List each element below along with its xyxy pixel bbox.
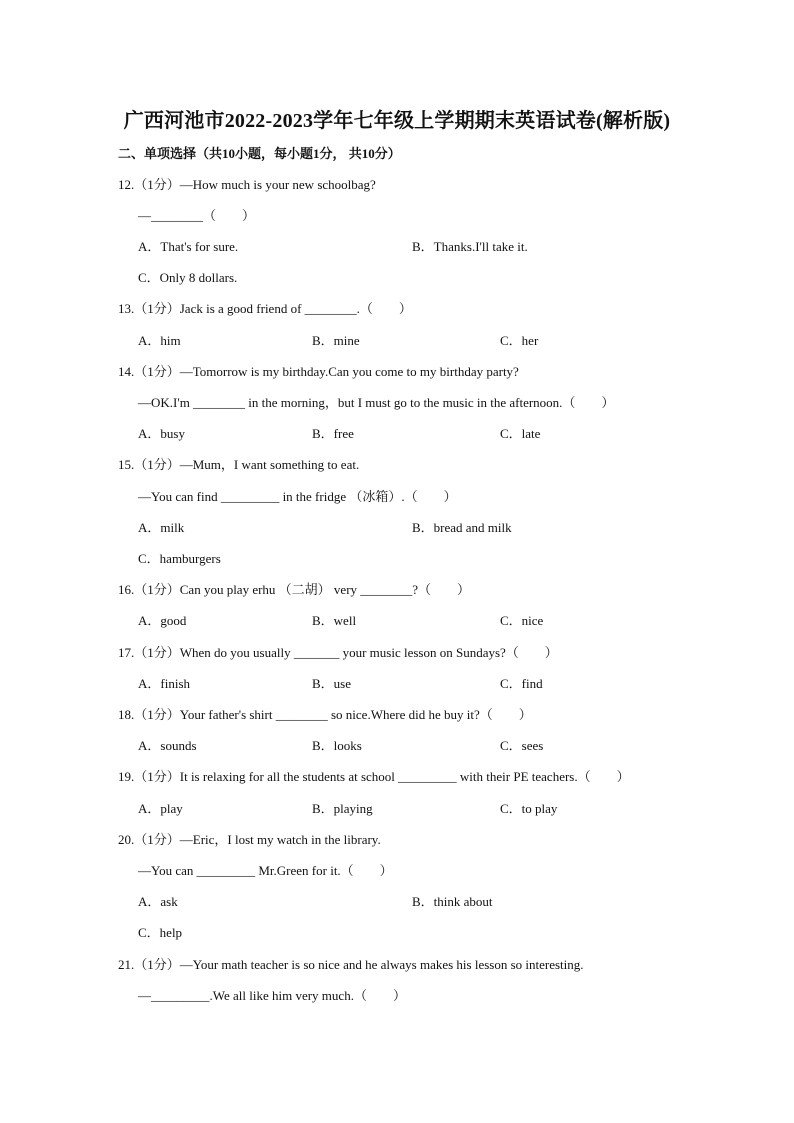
section-heading: 二、单项选择（共10小题，每小题1分， 共10分） (118, 146, 401, 161)
question-14-answer-line: —OK.I'm ________ in the morning，but I must go to the music in the afternoon.（ ） (138, 395, 615, 410)
question-14-option-c: C．late (500, 426, 541, 441)
question-20-option-c: C．help (138, 925, 183, 940)
question-19-option-a: A．play (138, 801, 183, 816)
question-20-answer-line: —You can _________ Mr.Green for it.（ ） (138, 863, 393, 878)
question-16-stem: 16.（1分）Can you play erhu （二胡） very ________?（ ） (118, 582, 471, 597)
question-17-stem: 17.（1分）When do you usually _______ your music lesson on Sundays?（ ） (118, 645, 558, 660)
question-16-option-c: C．nice (500, 613, 544, 628)
question-18-option-a: A．sounds (138, 738, 197, 753)
question-12-stem: 12.（1分）—How much is your new schoolbag? (118, 177, 376, 192)
question-19-option-c: C．to play (500, 801, 558, 816)
question-12-option-b: B．Thanks.I'll take it. (412, 239, 528, 254)
question-15-option-a: A．milk (138, 520, 185, 535)
question-19-option-b: B．playing (312, 801, 373, 816)
question-20-option-a: A．ask (138, 894, 178, 909)
question-12-option-a: A．That's for sure. (138, 239, 239, 254)
question-13-option-a: A．him (138, 333, 181, 348)
question-16-option-a: A．good (138, 613, 187, 628)
question-15-option-c: C．hamburgers (138, 551, 221, 566)
question-18-stem: 18.（1分）Your father's shirt ________ so nice.Where did he buy it?（ ） (118, 707, 532, 722)
question-12-option-c: C．Only 8 dollars. (138, 270, 238, 285)
question-13-option-b: B．mine (312, 333, 360, 348)
question-18-option-c: C．sees (500, 738, 544, 753)
question-15-option-b: B．bread and milk (412, 520, 512, 535)
question-17-option-c: C．find (500, 676, 543, 691)
question-21-answer-line: —_________.We all like him very much.（ ） (138, 988, 406, 1003)
question-14-stem: 14.（1分）—Tomorrow is my birthday.Can you come to my birthday party? (118, 364, 519, 379)
page-title: 广西河池市2022-2023学年七年级上学期期末英语试卷(解析版) (123, 110, 671, 132)
question-21-stem: 21.（1分）—Your math teacher is so nice and he always makes his lesson so interesting. (118, 957, 584, 972)
question-17-option-a: A．finish (138, 676, 191, 691)
question-19-stem: 19.（1分）It is relaxing for all the students at school _________ with their PE teachers.（ ） (118, 769, 630, 784)
question-15-answer-line: —You can find _________ in the fridge （冰箱）.（ ） (138, 489, 457, 504)
question-20-stem: 20.（1分）—Eric，I lost my watch in the library. (118, 832, 381, 847)
question-20-option-b: B．think about (412, 894, 493, 909)
question-16-option-b: B．well (312, 613, 357, 628)
question-17-option-b: B．use (312, 676, 352, 691)
question-14-option-a: A．busy (138, 426, 185, 441)
question-12-answer-line: —________（ ） (138, 208, 256, 223)
question-13-stem: 13.（1分）Jack is a good friend of ________.（ ） (118, 301, 412, 316)
question-18-option-b: B．looks (312, 738, 362, 753)
question-15-stem: 15.（1分）—Mum，I want something to eat. (118, 457, 360, 472)
question-14-option-b: B．free (312, 426, 354, 441)
question-13-option-c: C．her (500, 333, 539, 348)
